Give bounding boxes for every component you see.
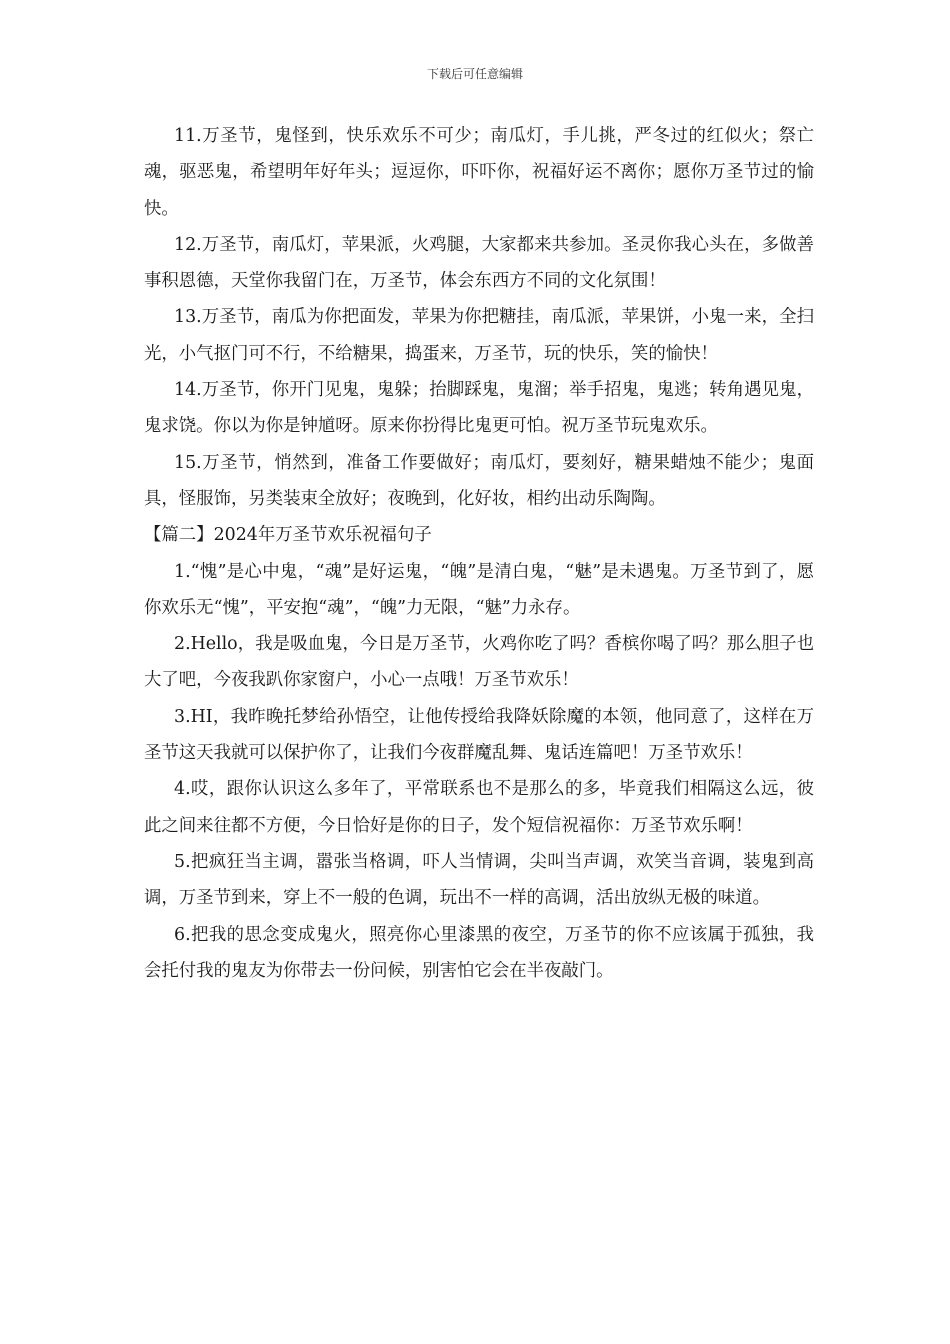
paragraph-13: 13.万圣节，南瓜为你把面发，苹果为你把糖挂，南瓜派，苹果饼，小鬼一来，全扫光，小气抠门可不行，不给糖果，捣蛋来，万圣节，玩的快乐，笑的愉快！ (144, 307, 814, 364)
paragraph-15: 15.万圣节，悄然到，准备工作要做好；南瓜灯，要刻好，糖果蜡烛不能少；鬼面具，怪服饰，另类装束全放好；夜晚到，化好妆，相约出动乐陶陶。 (144, 452, 814, 509)
paragraph-b6: 6.把我的思念变成鬼火，照亮你心里漆黑的夜空，万圣节的你不应该属于孤独，我会托付我的鬼友为你带去一份问候，别害怕它会在半夜敲门。 (144, 924, 814, 981)
document-body (144, 118, 814, 989)
paragraph-b3: 3.HI，我昨晚托梦给孙悟空，让他传授给我降妖除魔的本领，他同意了，这样在万圣节这天我就可以保护你了，让我们今夜群魔乱舞、鬼话连篇吧！万圣节欢乐！ (144, 706, 814, 764)
paragraph-14: 14.万圣节，你开门见鬼，鬼躲；抬脚踩鬼，鬼溜；举手招鬼，鬼逃；转角遇见鬼，鬼求饶。你以为你是钟馗呀。原来你扮得比鬼更可怕。祝万圣节玩鬼欢乐。 (144, 380, 814, 437)
paragraph-12: 12.万圣节，南瓜灯，苹果派，火鸡腿，大家都来共参加。圣灵你我心头在，多做善事积恩德，天堂你我留门在，万圣节，体会东西方不同的文化氛围！ (144, 234, 814, 292)
paragraph-b5: 5.把疯狂当主调，嚣张当格调，吓人当情调，尖叫当声调，欢笑当音调，装鬼到高调，万圣节到来，穿上不一般的色调，玩出不一样的高调，活出放纵无极的味道。 (144, 851, 814, 909)
paragraph-b4: 4.哎，跟你认识这么多年了，平常联系也不是那么的多，毕竟我们相隔这么远，彼此之间来往都不方便，今日恰好是你的日子，发个短信祝福你：万圣节欢乐啊！ (144, 779, 814, 836)
paragraph-b2: 2.Hello，我是吸血鬼，今日是万圣节，火鸡你吃了吗？香槟你喝了吗？那么胆子也大了吧，今夜我趴你家窗户，小心一点哦！万圣节欢乐！ (144, 634, 814, 691)
paragraph-11: 11.万圣节，鬼怪到，快乐欢乐不可少；南瓜灯，手儿挑，严冬过的红似火；祭亡魂，驱恶鬼，希望明年好年头；逗逗你，吓吓你，祝福好运不离你；愿你万圣节过的愉快。 (144, 126, 814, 219)
page-header: 下载后可任意编辑 (426, 67, 523, 81)
paragraph-b1: 1.“愧”是心中鬼，“魂”是好运鬼，“魄”是清白鬼，“魅”是未遇鬼。万圣节到了，愿你欢乐无“愧”，平安抱“魂”，“魄”力无限，“魅”力永存。 (144, 561, 814, 618)
section-title: 【篇二】2024年万圣节欢乐祝福句子 (144, 525, 432, 546)
